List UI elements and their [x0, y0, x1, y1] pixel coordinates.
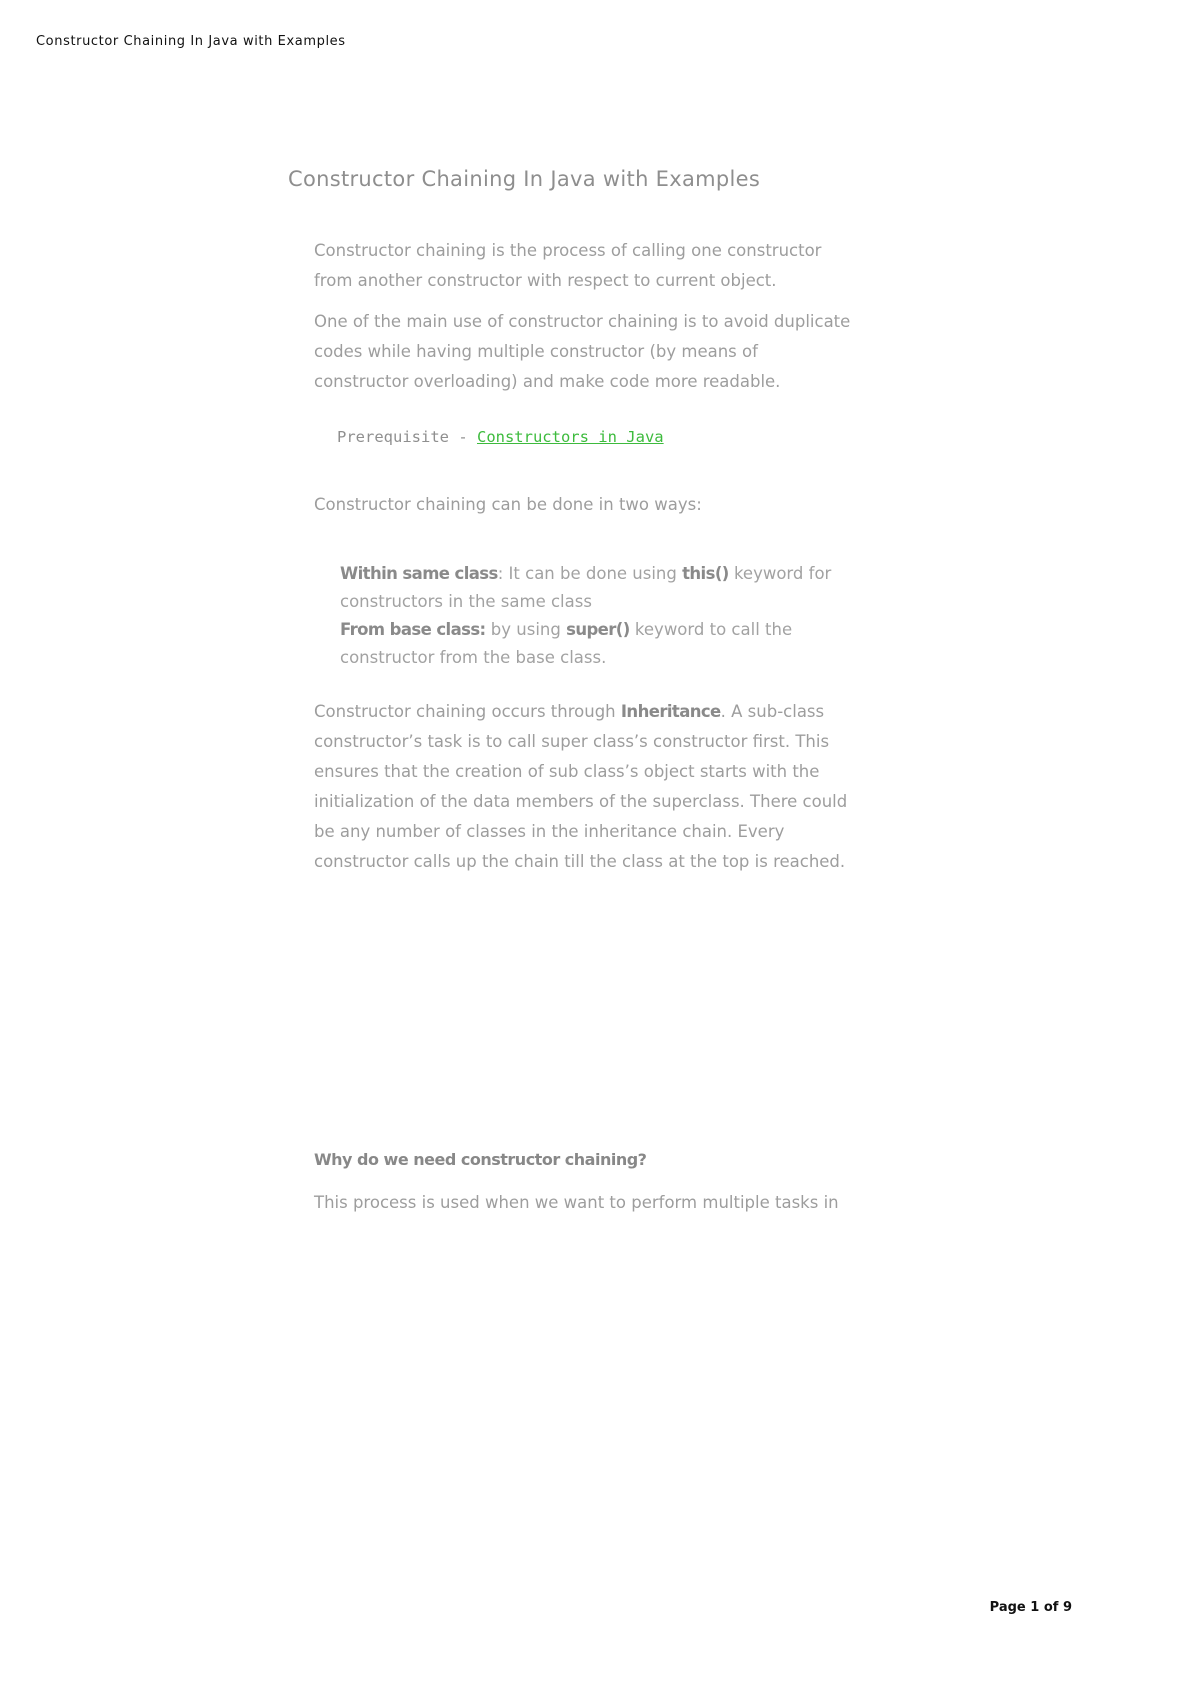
- list-item-same-class: [340, 560, 860, 616]
- inheritance-paragraph: [314, 697, 854, 877]
- page-number: [990, 1600, 1072, 1615]
- intro-paragraph: Constructor chaining is the process of calling one constructor from another constructor with respect to current object.: [314, 241, 822, 290]
- same-class-text-after: keyword for constructors in the same class: [340, 564, 837, 611]
- base-class-text-after: keyword to call the constructor from the base class.: [340, 620, 798, 667]
- running-header-title: Constructor Chaining In Java with Examples: [36, 34, 346, 49]
- total-pages: 9: [1062, 1600, 1072, 1615]
- inheritance-keyword: Inheritance: [620, 702, 721, 721]
- same-class-text-before: : It can be done using: [497, 564, 683, 583]
- why-paragraph: This process is used when we want to perform multiple tasks in: [314, 1193, 839, 1212]
- inheritance-text-after: . A sub-class constructor’s task is to call super class’s constructor first. This ensures that the creation of sub class’s object starts with the initialization of the data members of the superclass. There could be any number of classes in the inheritance chain. Every constructor calls up the chain till the class at the top is reached.: [314, 702, 853, 871]
- current-page: 1: [1030, 1600, 1040, 1615]
- list-item-base-class: [340, 616, 860, 672]
- ways-list: [340, 560, 860, 672]
- prerequisite-label: Prerequisite -: [337, 428, 477, 446]
- inheritance-text-before: Constructor chaining occurs through: [314, 702, 621, 721]
- base-class-text-before: by using: [485, 620, 567, 639]
- term-within-same-class: Within same class: [340, 564, 498, 583]
- super-keyword: super(): [566, 620, 630, 639]
- of-label: of: [1043, 1600, 1059, 1615]
- why-heading: Why do we need constructor chaining?: [314, 1150, 647, 1169]
- this-keyword: this(): [682, 564, 729, 583]
- prerequisite-line: [337, 428, 664, 446]
- constructors-in-java-link[interactable]: Constructors in Java: [476, 428, 664, 446]
- term-from-base-class: From base class:: [340, 620, 486, 639]
- page-label: Page: [989, 1600, 1026, 1615]
- page-title: Constructor Chaining In Java with Examples: [288, 167, 761, 191]
- two-ways-intro: Constructor chaining can be done in two ways:: [314, 495, 702, 514]
- main-use-paragraph: One of the main use of constructor chaining is to avoid duplicate codes while having multiple constructor (by means of constructor overloading) and make code more readable.: [314, 312, 851, 391]
